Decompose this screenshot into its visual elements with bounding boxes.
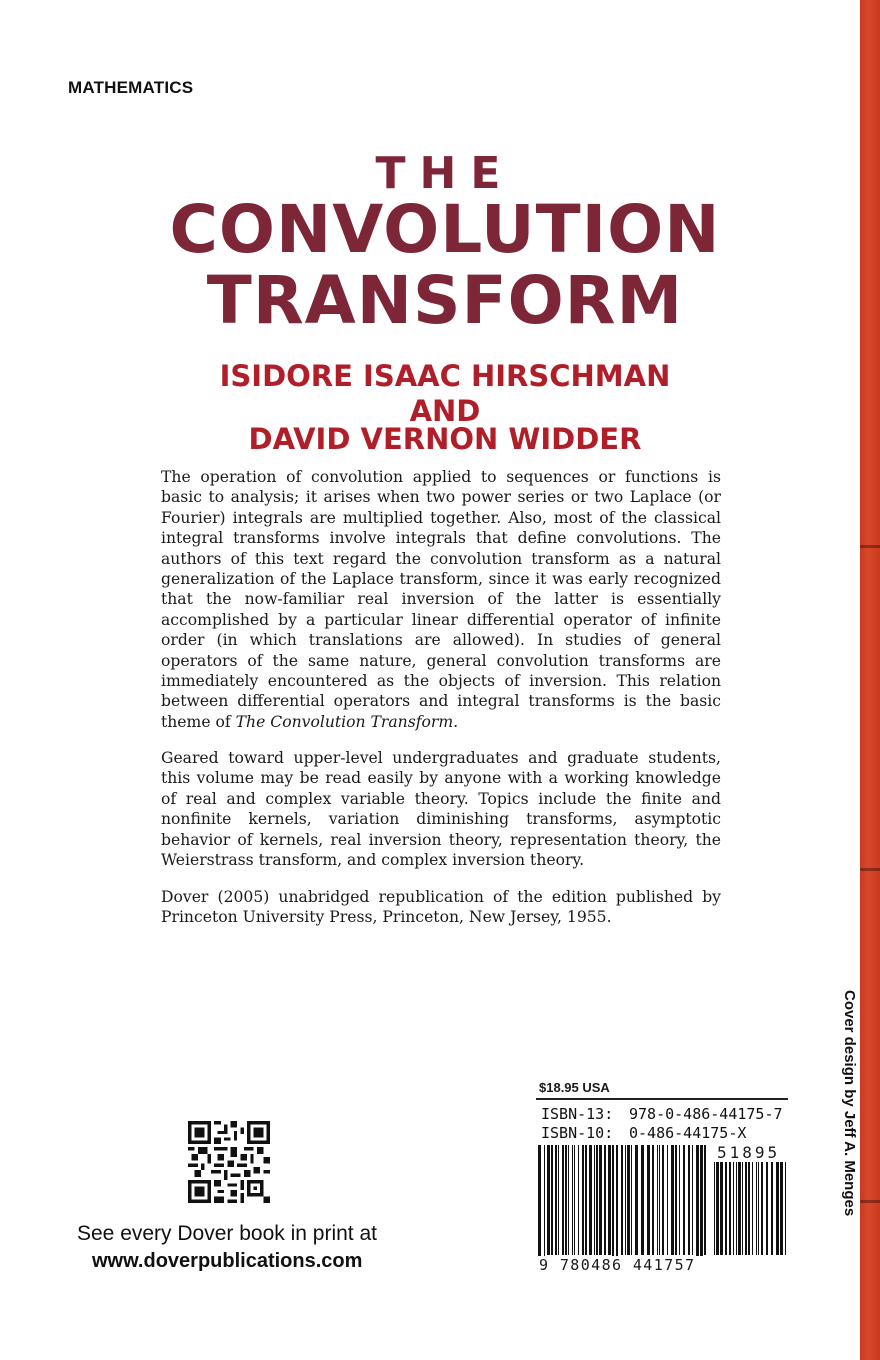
barcode-bar xyxy=(785,1162,786,1255)
barcode-bar xyxy=(704,1145,706,1255)
barcode-bar xyxy=(729,1162,731,1255)
barcode-bar xyxy=(675,1145,677,1255)
title-line-transform: TRANSFORM xyxy=(206,262,684,339)
barcode-bar xyxy=(594,1145,595,1255)
barcode-bar xyxy=(714,1162,715,1255)
barcode-bar xyxy=(771,1162,773,1255)
isbn13-label: ISBN-13: xyxy=(541,1105,614,1123)
barcode-bar xyxy=(641,1145,644,1255)
title-line-convolution: CONVOLUTION xyxy=(169,191,721,268)
barcode-bar xyxy=(745,1162,747,1255)
barcode-bar xyxy=(582,1145,584,1255)
cover-credit-text: Cover design by Jeff A. Menges xyxy=(841,990,858,1217)
qr-code xyxy=(188,1121,270,1203)
author-conjunction: AND xyxy=(409,394,481,428)
barcode-bar xyxy=(647,1145,650,1255)
barcode-bar xyxy=(551,1145,553,1255)
barcode-bar xyxy=(725,1162,727,1255)
title-line-the: THE xyxy=(375,148,515,199)
barcode-bar xyxy=(679,1145,680,1255)
barcode-bar xyxy=(568,1145,569,1255)
author-hirschman: ISIDORE ISAAC HIRSCHMAN xyxy=(219,359,671,393)
barcode-bar xyxy=(627,1145,630,1255)
addon-barcode xyxy=(713,1162,789,1269)
barcode-bar xyxy=(585,1145,587,1255)
barcode-bar xyxy=(736,1162,737,1255)
barcode-bar xyxy=(565,1145,567,1255)
barcode-bar xyxy=(752,1162,753,1255)
description-paragraph-1-text: The operation of convolution applied to sequences or functions is basic to analysis; it arises when two power series or two Laplace (or Fourier) integrals are multiplied together. Also, most of the classical integral transforms involve integrals that define convolutions. The authors of this text regard the convolution transform as a natural generalization of the Laplace transform, since it was early recognized that the now-familiar real inversion of the latter is essentially accomplished by a particular linear differential operator of infinite order (in which translations are allowed). In studies of general operators of the same nature, general convolution transforms are immediately encountered as the objects of inversion. This relation between differential operators and integral transforms is the basic theme of xyxy=(161,468,721,731)
isbn13-line xyxy=(541,1105,783,1123)
barcode-bar xyxy=(612,1145,614,1269)
barcode-bar xyxy=(616,1145,618,1269)
barcode-bar xyxy=(635,1145,638,1255)
ean-barcode xyxy=(537,1145,707,1269)
barcode-bar xyxy=(604,1145,606,1255)
isbn10-value: 0-486-44175-X xyxy=(629,1124,747,1142)
barcode-bar xyxy=(776,1162,779,1255)
barcode-bar xyxy=(578,1145,579,1255)
barcode-bar xyxy=(625,1145,626,1255)
barcode-bar xyxy=(696,1145,699,1269)
barcode-bar xyxy=(659,1145,660,1255)
barcode-bar xyxy=(662,1145,664,1255)
ean-digits: 9 780486 441757 xyxy=(537,1256,709,1274)
barcode-bar xyxy=(547,1145,550,1255)
barcode-bar xyxy=(589,1145,592,1255)
barcode-bar xyxy=(596,1145,598,1255)
barcode-bar xyxy=(692,1145,693,1255)
author-widder: DAVID VERNON WIDDER xyxy=(248,422,642,456)
barcode-bar xyxy=(667,1145,668,1255)
barcode-bar xyxy=(631,1145,632,1255)
price-divider xyxy=(536,1098,788,1100)
description-paragraph-2: Geared toward upper-level undergraduates and graduate students, this volume may be read easily by anyone with a working knowledge of real and complex variable theory. Topics include the finite and nonfinite kernels, variation diminishing transforms, asymptotic behavior of kernels, real inversion theory, representation theory, the Weierstrass transform, and complex inversion theory. xyxy=(161,749,721,870)
barcode-bar xyxy=(562,1145,564,1255)
barcode-bar xyxy=(572,1145,573,1255)
barcode-bar xyxy=(700,1145,703,1269)
barcode-bar xyxy=(544,1145,545,1269)
barcode-bar xyxy=(688,1145,690,1255)
isbn13-value: 978-0-486-44175-7 xyxy=(629,1105,783,1123)
barcode-bar xyxy=(758,1162,759,1255)
barcode-bar xyxy=(652,1145,654,1255)
barcode-bar xyxy=(748,1162,750,1255)
barcode-bar xyxy=(756,1162,757,1255)
description-book-title-italic: The Convolution Transform. xyxy=(235,712,459,731)
promo-website: www.doverpublications.com xyxy=(92,1250,363,1272)
cover-credit xyxy=(836,990,864,1280)
barcode-bar xyxy=(608,1145,611,1255)
barcode-bar xyxy=(558,1145,559,1255)
description-paragraph-3: Dover (2005) unabridged republication of the edition published by Princeton University Press, Princeton, New Jersey, 1955. xyxy=(161,888,721,927)
barcode-bar xyxy=(733,1162,734,1255)
description-paragraph-1 xyxy=(161,467,721,732)
barcode-bar xyxy=(657,1145,658,1255)
isbn10-label: ISBN-10: xyxy=(541,1124,614,1142)
category-label: MATHEMATICS xyxy=(68,78,194,97)
barcode-bar xyxy=(599,1145,602,1255)
barcode-bar xyxy=(720,1162,723,1255)
barcode-bar xyxy=(761,1162,763,1255)
barcode-bar xyxy=(742,1162,743,1255)
barcode-bar xyxy=(538,1145,541,1269)
barcode-bar xyxy=(780,1162,783,1255)
barcode-bar xyxy=(574,1145,575,1255)
promo-line-1: See every Dover book in print at xyxy=(77,1222,377,1245)
barcode-bar xyxy=(683,1145,685,1255)
barcode-bar xyxy=(766,1162,768,1255)
barcode-bar xyxy=(738,1162,741,1255)
isbn10-line xyxy=(541,1124,746,1142)
barcode-bar xyxy=(671,1145,674,1255)
barcode-bar xyxy=(621,1145,623,1255)
addon-price-code: 51895 xyxy=(717,1143,781,1162)
barcode-bar xyxy=(555,1145,557,1255)
price-label: $18.95 USA xyxy=(539,1080,610,1095)
barcode-bar xyxy=(716,1162,719,1255)
